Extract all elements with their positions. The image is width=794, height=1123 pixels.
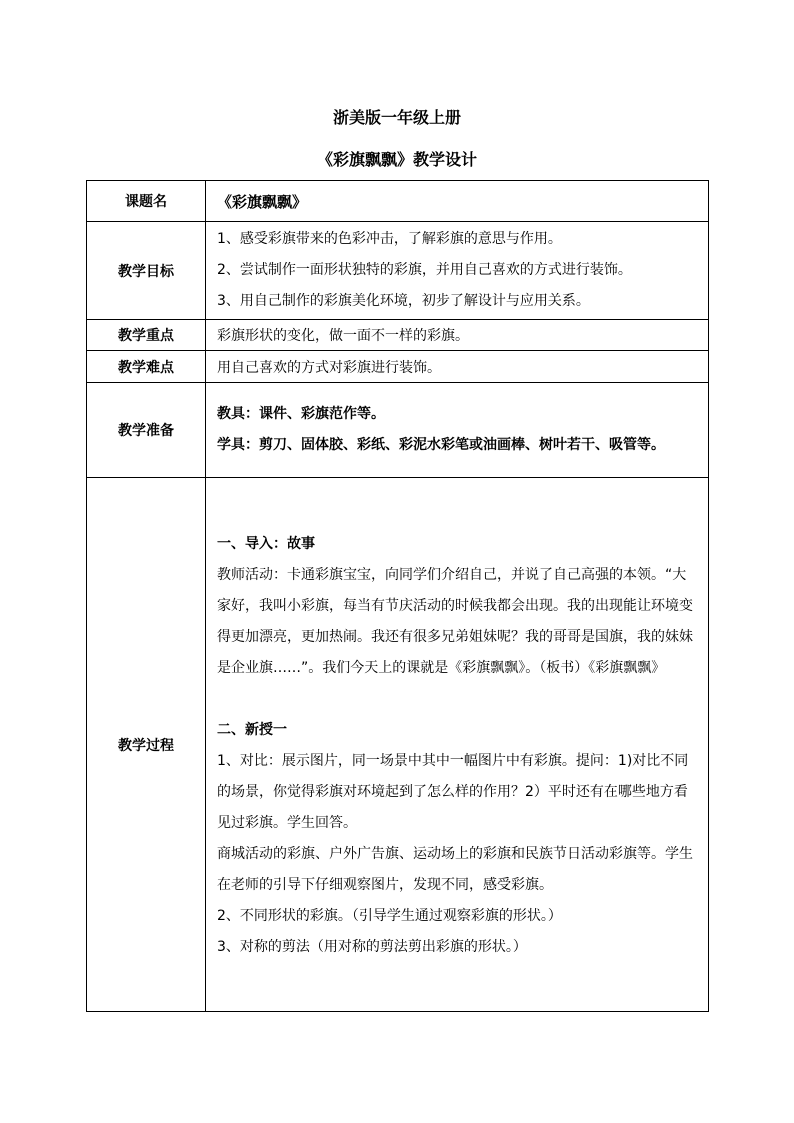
table-row-topic <box>87 181 709 222</box>
objectives-cell <box>206 222 709 320</box>
student-materials: 学具：剪刀、固体胶、彩纸、彩泥水彩笔或油画棒、树叶若干、吸管等。 <box>217 437 665 453</box>
table-row-difficulty <box>87 351 709 383</box>
objective-item: 3、用自己制作的彩旗美化环境，初步了解设计与应用关系。 <box>217 293 590 309</box>
objective-item: 2、尝试制作一面形状独特的彩旗，并用自己喜欢的方式进行装饰。 <box>217 262 632 278</box>
topic-value: 《彩旗飘飘》 <box>206 181 709 222</box>
table-row-preparation <box>87 383 709 478</box>
document-title: 浙美版一年级上册 <box>332 108 461 127</box>
row-label-preparation: 教学准备 <box>87 383 206 478</box>
row-label-key-point: 教学重点 <box>87 320 206 351</box>
row-label-difficulty: 教学难点 <box>87 351 206 383</box>
key-point-value: 彩旗形状的变化，做一面不一样的彩旗。 <box>206 320 709 351</box>
section1-text: 教师活动：卡通彩旗宝宝，向同学们介绍自己，并说了自己高强的本领。“大家好，我叫小彩旗，每当有节庆活动的时候我都会出现。我的出现能让环境变得更加漂亮，更加热闹。我还有很多兄弟姐妹呢？我的哥哥是国旗，我的妹妹是企业旗……”。我们今天上的课就是《彩旗飘飘》。（板书）《彩旗飘飘》 <box>217 567 693 676</box>
table-row-key-point <box>87 320 709 351</box>
objective-item: 1、感受彩旗带来的色彩冲击，了解彩旗的意思与作用。 <box>217 231 562 247</box>
step3-text: 3、对称的剪法（用对称的剪法剪出彩旗的形状。） <box>217 939 527 955</box>
section1-heading: 一、导入：故事 <box>217 536 315 552</box>
row-label-process: 教学过程 <box>87 478 206 1012</box>
step1-text: 1、对比：展示图片，同一场景中其中一幅图片中有彩旗。提问：1)对比不同的场景，你觉得彩旗对环境起到了怎么样的作用？2）平时还有在哪些地方看见过彩旗。学生回答。 <box>217 753 689 831</box>
table-row-process <box>87 478 709 1012</box>
teacher-materials: 教具：课件、彩旗范作等。 <box>217 406 385 422</box>
blank-line <box>217 684 700 715</box>
table-row-objectives <box>87 222 709 320</box>
document-subtitle: 《彩旗飘飘》教学设计 <box>316 150 477 169</box>
process-cell <box>206 478 709 1012</box>
row-label-topic: 课题名 <box>87 181 206 222</box>
step2-text: 2、不同形状的彩旗。（引导学生通过观察彩旗的形状。） <box>217 908 562 924</box>
lesson-plan-table <box>86 180 709 1012</box>
step1-extra-text: 商城活动的彩旗、户外广告旗、运动场上的彩旗和民族节日活动彩旗等。学生在老师的引导下仔细观察图片，发现不同，感受彩旗。 <box>217 846 693 893</box>
section2-heading: 二、新授一 <box>217 722 287 738</box>
row-label-objectives: 教学目标 <box>87 222 206 320</box>
preparation-cell <box>206 383 709 478</box>
difficulty-value: 用自己喜欢的方式对彩旗进行装饰。 <box>206 351 709 383</box>
